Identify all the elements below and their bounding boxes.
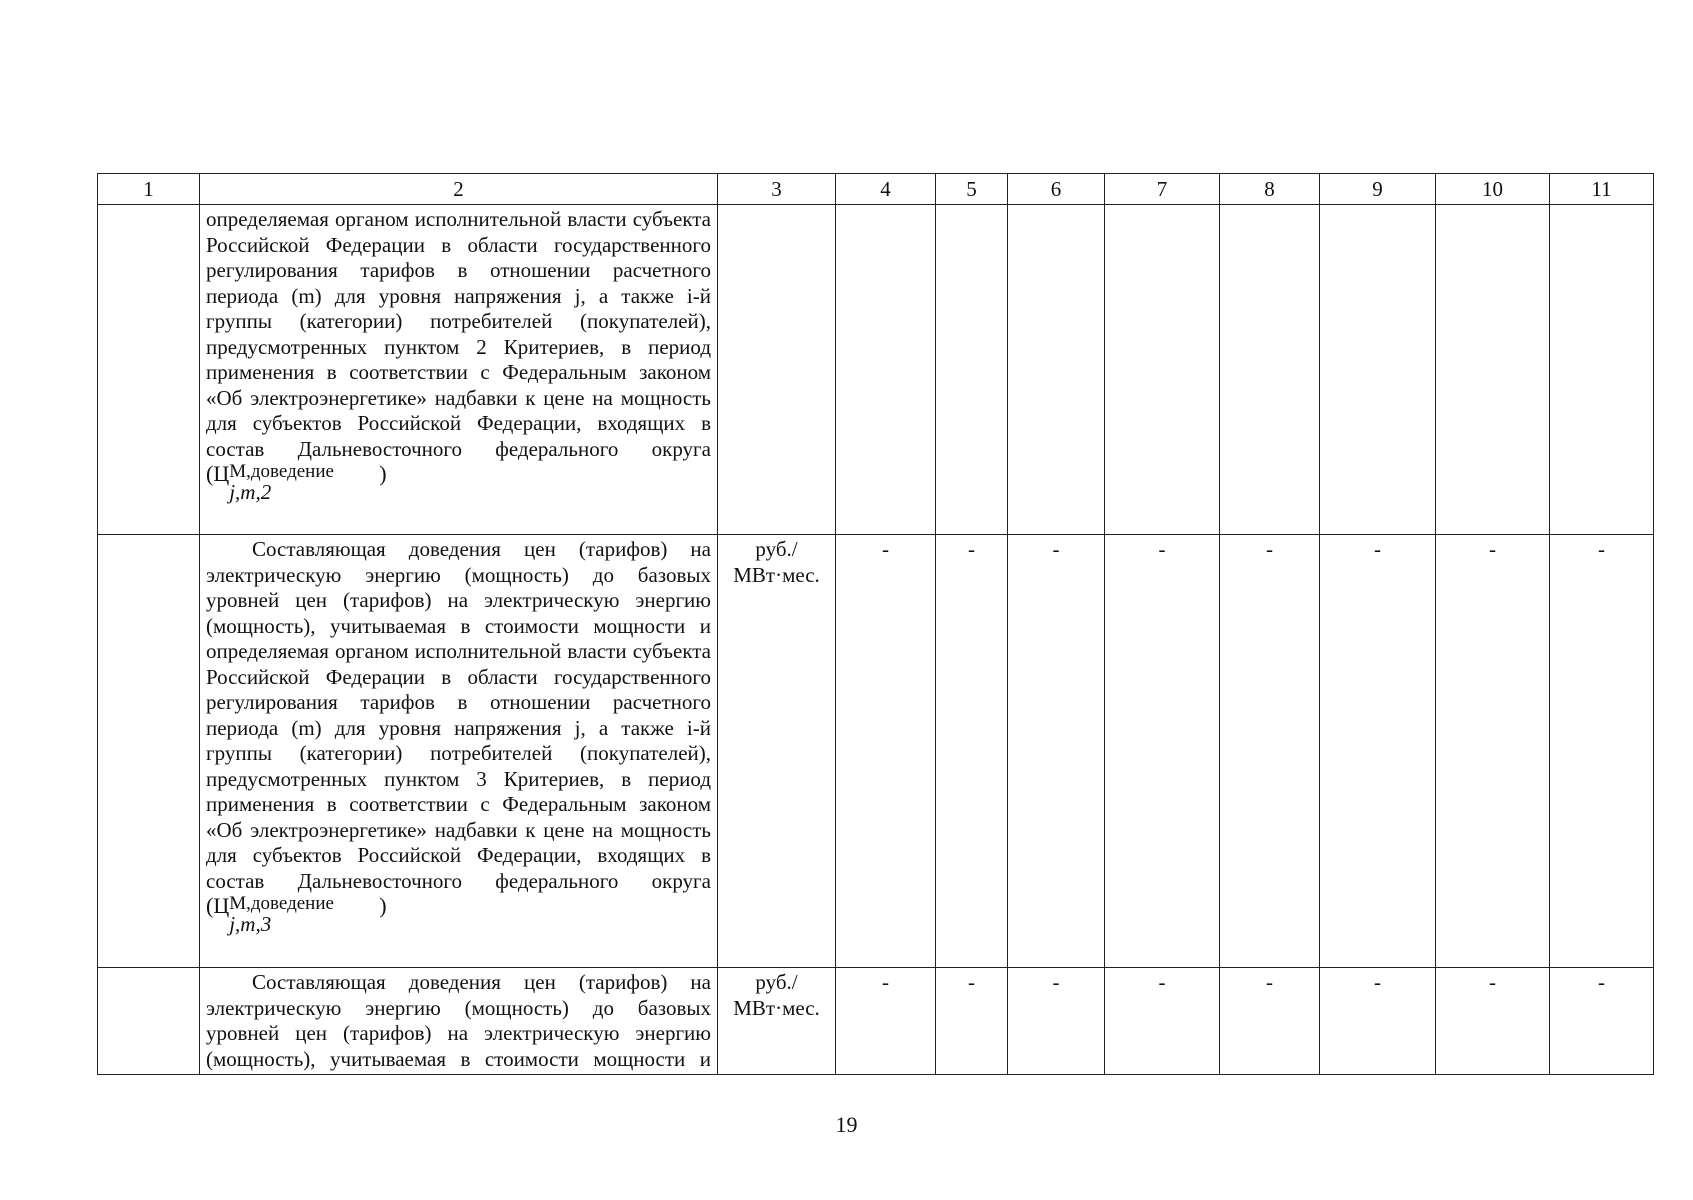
price-formula [206, 462, 711, 504]
column-header-2: 2 [200, 174, 718, 205]
formula-subscript: j,m,2 [229, 480, 272, 504]
column-header-7: 7 [1105, 174, 1220, 205]
page-number: 19 [835, 1112, 858, 1137]
value-cell: - [1105, 968, 1220, 1075]
value-cell [1008, 205, 1105, 535]
column-header-8: 8 [1220, 174, 1320, 205]
value-cell: - [1105, 535, 1220, 968]
value-cell: - [1220, 535, 1320, 968]
row-number-cell [98, 535, 200, 968]
value-cell: - [1550, 968, 1654, 1075]
column-header-10: 10 [1436, 174, 1550, 205]
column-header-11: 11 [1550, 174, 1654, 205]
value-cell: - [1436, 535, 1550, 968]
value-cell: - [1320, 535, 1436, 968]
row-number-cell [98, 205, 200, 535]
table-row [98, 968, 1654, 1075]
row-number-cell [98, 968, 200, 1075]
table-row [98, 205, 1654, 535]
column-number-row [98, 174, 1654, 205]
description-cell [200, 535, 718, 968]
description-text: Составляющая доведения цен (тарифов) на электрическую энергию (мощность) до базовых уровней цен (тарифов) на электрическую энергию (мощность), учитываемая в стоимости мощности и [206, 970, 711, 1071]
table-row [98, 535, 1654, 968]
value-cell: - [836, 968, 936, 1075]
value-cell [836, 205, 936, 535]
unit-line-2: МВт·мес. [733, 562, 820, 587]
value-cell: - [1008, 535, 1105, 968]
value-cell: - [1008, 968, 1105, 1075]
formula-open: (Ц [206, 461, 230, 486]
description-cell [200, 968, 718, 1075]
column-header-5: 5 [936, 174, 1008, 205]
column-header-6: 6 [1008, 174, 1105, 205]
formula-superscript: М,доведение [229, 461, 334, 482]
unit-line-2: МВт·мес. [733, 995, 820, 1020]
value-cell [1550, 205, 1654, 535]
tariff-table [97, 173, 1654, 1075]
value-cell [1105, 205, 1220, 535]
column-header-3: 3 [718, 174, 836, 205]
unit-cell [718, 968, 836, 1075]
value-cell: - [936, 968, 1008, 1075]
column-header-9: 9 [1320, 174, 1436, 205]
price-formula [206, 894, 711, 936]
unit-cell [718, 535, 836, 968]
value-cell: - [1220, 968, 1320, 1075]
description-text: определяемая органом исполнительной власти субъекта Российской Федерации в области государственного регулирования тарифов в отношении расчетного периода (m) для уровня напряжения j, а также i-й группы (категории) потребителей (покупателей), предусмотренных пунктом 2 Критериев, в период применения в соответствии с Федеральным законом «Об электроэнергетике» надбавки к цене на мощность для субъектов Российской Федерации, входящих в состав Дальневосточного федерального округа [206, 207, 711, 461]
value-cell [936, 205, 1008, 535]
value-cell [1320, 205, 1436, 535]
value-cell [1220, 205, 1320, 535]
value-cell: - [836, 535, 936, 968]
value-cell: - [1320, 968, 1436, 1075]
value-cell: - [936, 535, 1008, 968]
value-cell [1436, 205, 1550, 535]
description-cell [200, 205, 718, 535]
formula-open: (Ц [206, 893, 230, 918]
unit-line-1: руб./ [755, 970, 798, 994]
value-cell: - [1436, 968, 1550, 1075]
description-text: Составляющая доведения цен (тарифов) на электрическую энергию (мощность) до базовых уровней цен (тарифов) на электрическую энергию (мощность), учитываемая в стоимости мощности и определяемая органом исполнительной власти субъекта Российской Федерации в области государственного регулирования тарифов в отношении расчетного периода (m) для уровня напряжения j, а также i-й группы (категории) потребителей (покупателей), предусмотренных пунктом 3 Критериев, в период применения в соответствии с Федеральным законом «Об электроэнергетике» надбавки к цене на мощность для субъектов Российской Федерации, входящих в состав Дальневосточного федерального округа [206, 537, 711, 893]
formula-subscript: j,m,3 [229, 912, 272, 936]
column-header-4: 4 [836, 174, 936, 205]
formula-close: ) [379, 893, 387, 918]
column-header-1: 1 [98, 174, 200, 205]
unit-line-1: руб./ [755, 537, 798, 561]
formula-superscript: М,доведение [229, 893, 334, 914]
unit-cell [718, 205, 836, 535]
value-cell: - [1550, 535, 1654, 968]
formula-close: ) [379, 461, 387, 486]
